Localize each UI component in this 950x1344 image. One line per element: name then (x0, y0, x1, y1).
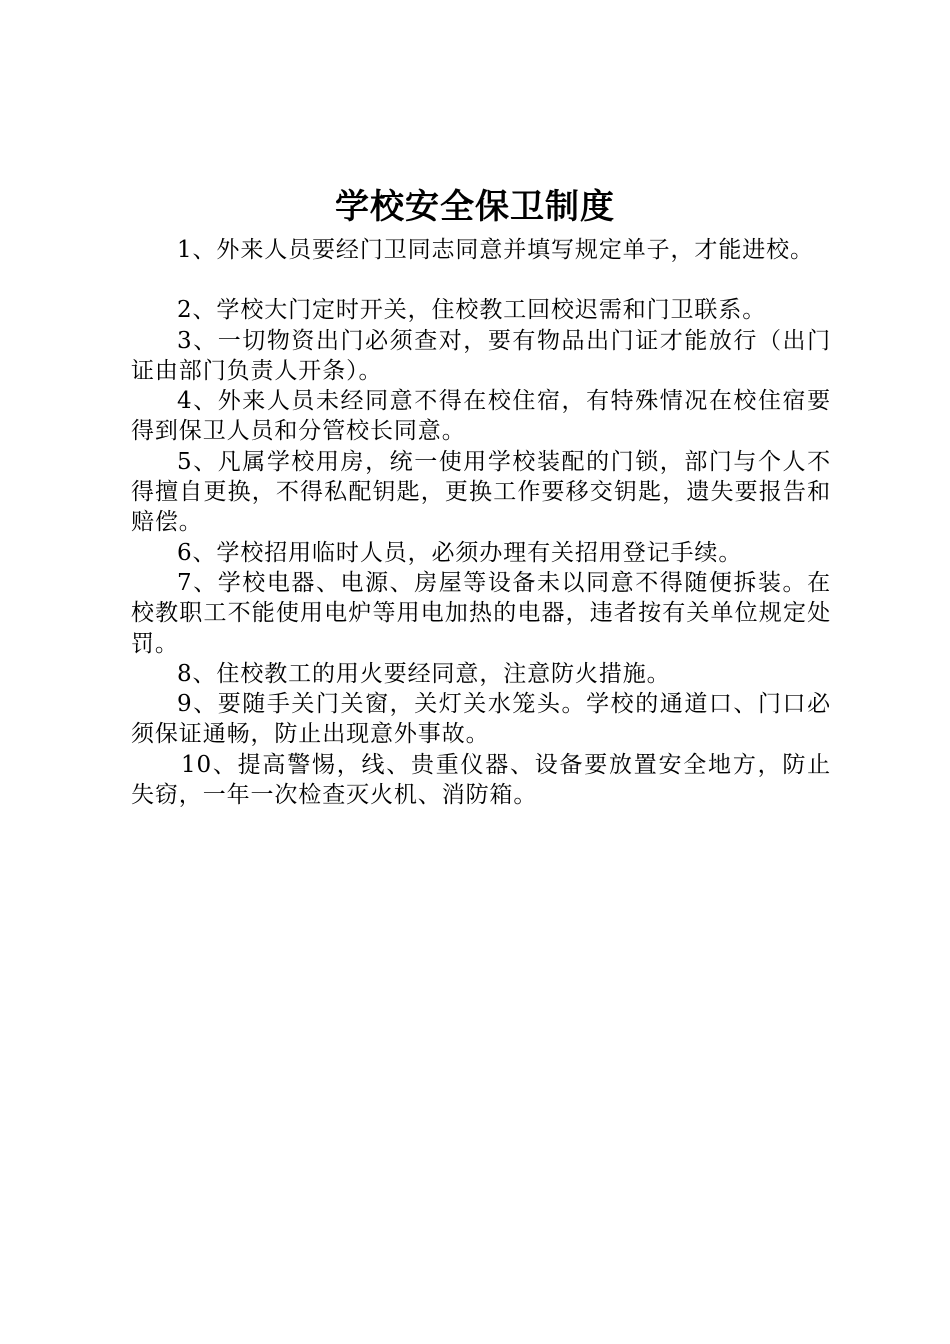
paragraph-5: 5、凡属学校用房，统一使用学校装配的门锁，部门与个人不得擅自更换，不得私配钥匙，更换工作要移交钥匙，遗失要报告和赔偿。 (131, 448, 831, 536)
document-title: 学校安全保卫制度 (335, 187, 615, 227)
paragraph-2: 2、学校大门定时开关，住校教工回校迟需和门卫联系。 (177, 297, 767, 324)
paragraph-3: 3、一切物资出门必须查对，要有物品出门证才能放行（出门证由部门负责人开条）。 (131, 327, 831, 384)
document-body (131, 235, 831, 810)
paragraph-8: 8、住校教工的用火要经同意，注意防火措施。 (177, 660, 671, 687)
paragraph-10: 10、提高警惕，线、贵重仪器、设备要放置安全地方，防止失窃，一年一次检查灭火机、消防箱。 (131, 751, 831, 809)
paragraph-1: 1、外来人员要经门卫同志同意并填写规定单子，才能进校。 (177, 237, 814, 263)
paragraph-7: 7、学校电器、电源、房屋等设备未以同意不得随便拆装。在校教职工不能使用电炉等用电加热的电器，违者按有关单位规定处罚。 (131, 569, 831, 657)
paragraph-4: 4、外来人员未经同意不得在校住宿，有特殊情况在校住宿要得到保卫人员和分管校长同意。 (131, 388, 831, 445)
paragraph-9: 9、要随手关门关窗，关灯关水笼头。学校的通道口、门口必须保证通畅，防止出现意外事故。 (131, 691, 831, 748)
paragraph-6: 6、学校招用临时人员，必须办理有关招用登记手续。 (177, 539, 743, 566)
